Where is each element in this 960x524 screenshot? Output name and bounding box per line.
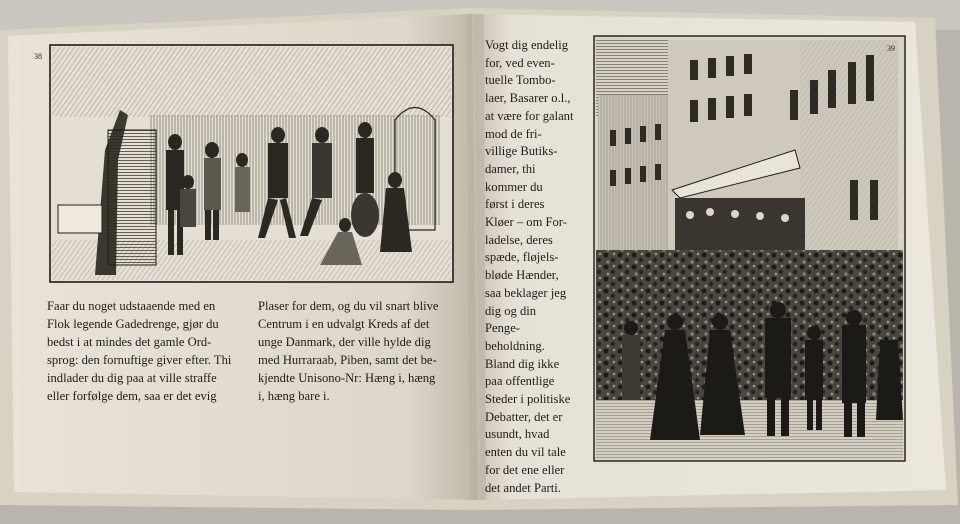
left-text-column-1 (47, 297, 243, 405)
text-line: Vogt dig endelig (485, 38, 569, 52)
text-line: Debatter, det er (485, 409, 563, 424)
text-line: Penge- (485, 321, 520, 336)
text-line: damer, thi (485, 161, 536, 176)
text-line: sprog: den fornuftige giver efter. Thi (47, 353, 232, 367)
text-line: dig og din (485, 303, 537, 318)
text-line: Kløer – om For- (485, 215, 567, 230)
text-line: enten du vil tale (485, 445, 566, 460)
text-line: Plaser for dem, og du vil snart blive (258, 299, 439, 313)
right-text-column (485, 37, 590, 497)
text-line: kjendte Unisono-Nr: Hæng i, hæng (258, 371, 436, 385)
text-line: eller forfølge dem, saa er det evig (47, 389, 217, 403)
text-line: indlader du dig paa at ville straffe (47, 371, 217, 385)
text-line: Steder i politiske (485, 392, 571, 407)
text-line: tuelle Tombo- (485, 73, 556, 88)
text-line: i, hæng bare i. (258, 389, 330, 403)
text-line: for, ved even- (485, 55, 555, 70)
text-line: spæde, fløjels- (485, 250, 559, 265)
street-boys-engraving (50, 45, 453, 282)
text-line: kommer du (485, 179, 543, 194)
left-text-column-2 (258, 297, 454, 405)
text-line: villige Butiks- (485, 144, 558, 159)
text-line: ladelse, deres (485, 232, 553, 247)
text-line: Centrum i en udvalgt Kreds af det (258, 317, 430, 331)
text-line: beholdning. (485, 338, 545, 353)
crowd-square-engraving (594, 36, 905, 461)
text-line: for det ene eller (485, 462, 565, 477)
text-line: mod de fri- (485, 126, 542, 141)
text-line: med Hurraraab, Piben, samt det be- (258, 353, 437, 367)
right-page-number: 39 (887, 44, 895, 53)
left-page-number: 38 (34, 52, 42, 61)
text-line: paa offentlige (485, 374, 555, 389)
text-line: først i deres (485, 197, 545, 212)
text-line: saa beklager jeg (485, 285, 567, 300)
text-line: Bland dig ikke (485, 356, 560, 371)
text-line: laer, Basarer o.l., (485, 91, 571, 106)
text-line: at være for galant (485, 108, 574, 123)
text-line: bløde Hænder, (485, 268, 559, 283)
text-line: usundt, hvad (485, 427, 550, 442)
text-line: Flok legende Gadedrenge, gjør du (47, 317, 219, 331)
text-line: det andet Parti. (485, 480, 561, 495)
text-line: Faar du noget udstaaende med en (47, 299, 216, 313)
text-line: unge Danmark, der ville hylde dig (258, 335, 431, 349)
text-line: bedst i at mindes det gamle Ord- (47, 335, 212, 349)
